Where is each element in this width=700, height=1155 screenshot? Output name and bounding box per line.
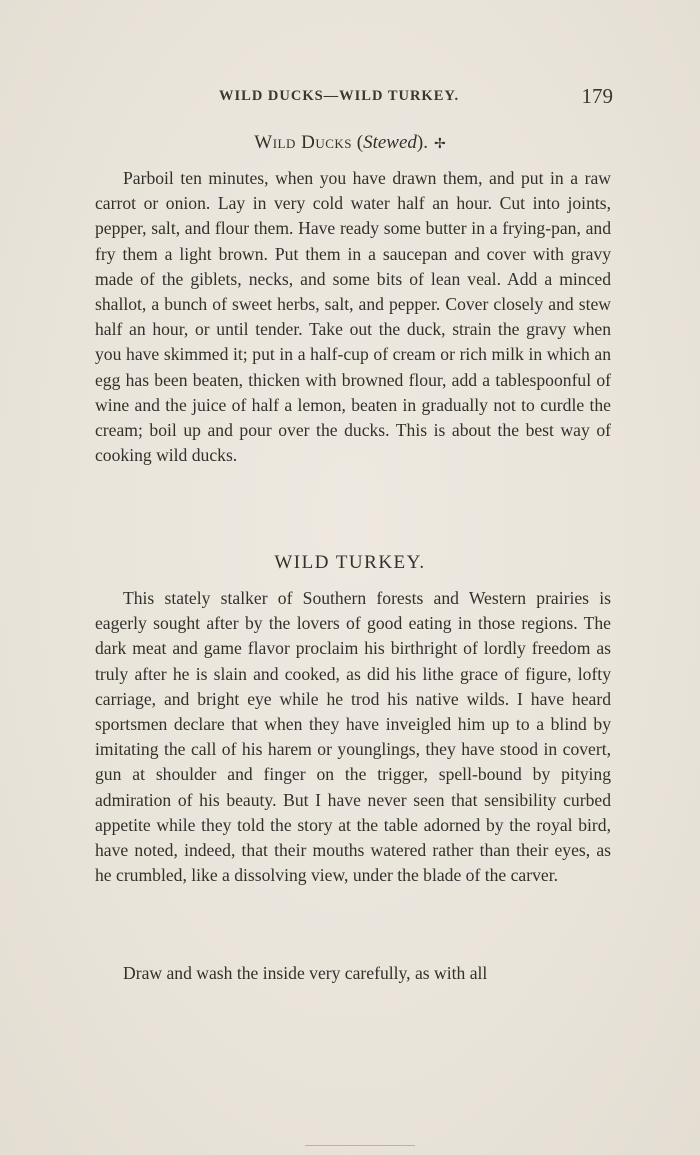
recipe-text-wild-ducks xyxy=(95,166,611,468)
page-header xyxy=(95,84,615,114)
turkey-recipe-text xyxy=(95,961,611,986)
page-number: 179 xyxy=(581,84,613,108)
cross-ornament-icon: ✢ xyxy=(434,137,446,152)
turkey-intro-text xyxy=(95,586,611,888)
turkey-recipe-paragraph: Draw and wash the inside very carefully, as with all xyxy=(123,963,488,983)
section-title-wild-turkey: WILD TURKEY. xyxy=(274,552,426,573)
recipe-title-variant: Stewed xyxy=(363,132,417,153)
recipe-title-wild-ducks xyxy=(0,132,700,154)
recipe-paragraph: Parboil ten minutes, when you have drawn them, and put in a raw carrot or onion. Lay in very cold water half an hour. Cut into joints, pepper, salt, and flour them. Have ready some butter in a frying-pan, and fry them a light brown. Put them in a saucepan and cover with gravy made of the giblets, necks, and some bits of lean veal. Add a minced shallot, a bunch of sweet herbs, salt, and pepper. Cover closely and stew half an hour, or until tender. Take out the duck, strain the gravy when you have skimmed it; put in a half-cup of cream or rich milk in which an egg has been beaten, thicken with browned flour, add a tablespoonful of wine and the juice of half a lemon, beaten in gradually not to curdle the cream; boil up and pour over the ducks. This is about the best way of cooking wild ducks. xyxy=(95,168,611,466)
title-paren-open: ( xyxy=(356,132,364,153)
bottom-rule xyxy=(305,1145,415,1146)
recipe-title-main: Wild Ducks xyxy=(254,132,353,153)
running-head: WILD DUCKS—WILD TURKEY. xyxy=(219,88,460,104)
turkey-intro-paragraph: This stately stalker of Southern forests and Western prairies is eagerly sought after by the lovers of good eating in those regions. The dark meat and game flavor proclaim his birthright of lordly freedom as truly after he is slain and cooked, as did his lithe grace of figure, lofty carriage, and bright eye while he trod his native wilds. I have heard sportsmen declare that when they have inveigled him up to a blind by imitating the call of his harem or younglings, they have stood in covert, gun at shoulder and finger on the trigger, spell-bound by pitying admiration of his beauty. But I have never seen that sensibility curbed appetite while they told the story at the table adorned by the royal bird, have noted, indeed, that their mouths watered rather than their eyes, as he crumbled, like a dissolving view, under the blade of the carver. xyxy=(95,588,611,886)
title-paren-close: ). xyxy=(416,132,428,153)
